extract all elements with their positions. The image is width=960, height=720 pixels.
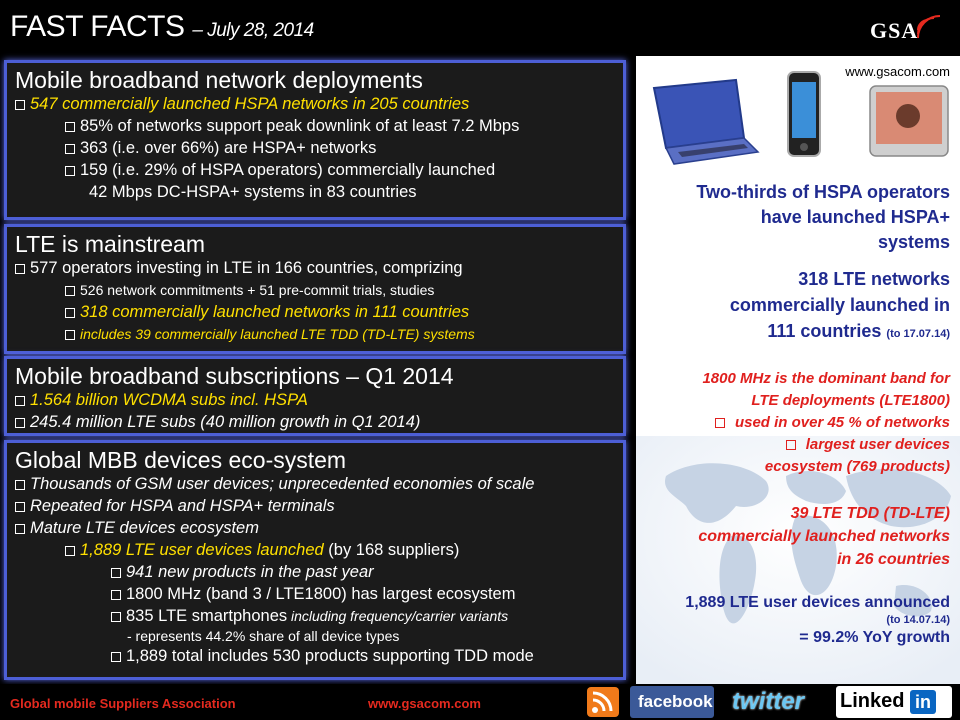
fact-1800mhz: 1800 MHz is the dominant band for LTE deployments (LTE1800) used in over 45 % of networks largest user devices ecosystem (769 products) — [702, 370, 950, 475]
list-item: 85% of networks support peak downlink of at least 7.2 Mbps — [7, 115, 623, 137]
facebook-label: facebook — [638, 692, 713, 711]
laptop-image — [644, 78, 760, 166]
gsa-logo[interactable] — [864, 8, 946, 48]
checkbox-bullet-icon — [111, 612, 121, 622]
box-lte-mainstream — [4, 224, 626, 354]
checkbox-bullet-icon — [111, 652, 121, 662]
smartphone-image — [784, 70, 824, 160]
list-item: 1,889 LTE user devices launched (by 168 suppliers) — [7, 539, 623, 561]
title-date: – July 28, 2014 — [192, 20, 314, 41]
list-item-continued: - represents 44.2% share of all device types — [127, 628, 400, 644]
checkbox-bullet-icon — [65, 286, 75, 296]
list-item: 1,889 total includes 530 products supporting TDD mode — [7, 645, 623, 667]
list-item: 941 new products in the past year — [7, 561, 623, 583]
box-heading: LTE is mainstream — [15, 231, 206, 257]
checkbox-bullet-icon — [15, 396, 25, 406]
list-item: 245.4 million LTE subs (40 million growth in Q1 2014) — [7, 411, 623, 433]
list-item: Repeated for HSPA and HSPA+ terminals — [7, 495, 623, 517]
fact-hspa-plus: Two-thirds of HSPA operators have launched HSPA+ systems — [696, 182, 950, 252]
box-heading: Mobile broadband network deployments — [15, 67, 423, 93]
box-subscriptions — [4, 356, 626, 436]
list-item: Mature LTE devices ecosystem — [7, 517, 623, 539]
list-item: 363 (i.e. over 66%) are HSPA+ networks — [7, 137, 623, 159]
list-item: 318 commercially launched networks in 111 countries — [7, 301, 623, 323]
list-item: 159 (i.e. 29% of HSPA operators) commercially launched — [7, 159, 623, 181]
list-item: 577 operators investing in LTE in 166 countries, comprizing — [7, 257, 623, 279]
footer-org-name: Global mobile Suppliers Association — [10, 696, 236, 711]
signal-arcs-icon — [914, 10, 944, 40]
twitter-label: twitter — [732, 688, 804, 715]
fact-td-lte: 39 LTE TDD (TD-LTE) commercially launched networks in 26 countries — [698, 505, 950, 568]
left-panel — [0, 56, 636, 684]
fact-lte-networks: 318 LTE networks commercially launched in 111 countries (to 17.07.14) — [729, 269, 950, 341]
gsa-logo-text: GSA — [870, 18, 919, 43]
list-item: 1800 MHz (band 3 / LTE1800) has largest ecosystem — [7, 583, 623, 605]
website-url[interactable]: www.gsacom.com — [845, 64, 950, 79]
list-item: 547 commercially launched HSPA networks in 205 countries — [7, 93, 623, 115]
linkedin-in-label: in — [910, 690, 936, 714]
checkbox-bullet-icon — [15, 264, 25, 274]
checkbox-bullet-icon — [111, 590, 121, 600]
checkbox-bullet-icon — [65, 166, 75, 176]
list-item: 835 LTE smartphones including frequency/carrier variants — [7, 605, 623, 627]
checkbox-bullet-icon — [111, 568, 121, 578]
box-network-deployments — [4, 60, 626, 220]
checkbox-bullet-icon — [786, 440, 796, 450]
box-devices-ecosystem — [4, 440, 626, 680]
rss-icon[interactable] — [586, 686, 620, 718]
checkbox-bullet-icon — [65, 122, 75, 132]
phone-image — [868, 84, 950, 160]
title-text: FAST FACTS — [10, 10, 185, 43]
list-item-continued: 42 Mbps DC-HSPA+ systems in 83 countries — [89, 183, 417, 201]
facebook-button[interactable] — [630, 686, 714, 718]
checkbox-bullet-icon — [15, 480, 25, 490]
linkedin-button[interactable] — [836, 686, 952, 718]
checkbox-bullet-icon — [65, 308, 75, 318]
checkbox-bullet-icon — [15, 100, 25, 110]
checkbox-bullet-icon — [715, 418, 725, 428]
right-panel — [636, 56, 960, 684]
fact-user-devices: 1,889 LTE user devices announced (to 14.07.14) = 99.2% YoY growth — [685, 594, 950, 646]
list-item: Thousands of GSM user devices; unprecedented economies of scale — [7, 473, 623, 495]
linkedin-label: Linked — [840, 690, 905, 712]
checkbox-bullet-icon — [65, 330, 75, 340]
list-item: 1.564 billion WCDMA subs incl. HSPA — [7, 389, 623, 411]
page-title — [10, 10, 314, 44]
checkbox-bullet-icon — [15, 502, 25, 512]
footer-url[interactable]: www.gsacom.com — [368, 696, 481, 711]
title-bar — [0, 0, 960, 56]
twitter-button[interactable] — [726, 686, 826, 718]
list-item: includes 39 commercially launched LTE TDD (TD-LTE) systems — [7, 323, 623, 345]
checkbox-bullet-icon — [65, 144, 75, 154]
list-item: 526 network commitments + 51 pre-commit trials, studies — [7, 279, 623, 301]
checkbox-bullet-icon — [65, 546, 75, 556]
box-heading: Global MBB devices eco-system — [15, 447, 347, 473]
checkbox-bullet-icon — [15, 418, 25, 428]
checkbox-bullet-icon — [15, 524, 25, 534]
box-heading: Mobile broadband subscriptions – Q1 2014 — [15, 363, 454, 389]
